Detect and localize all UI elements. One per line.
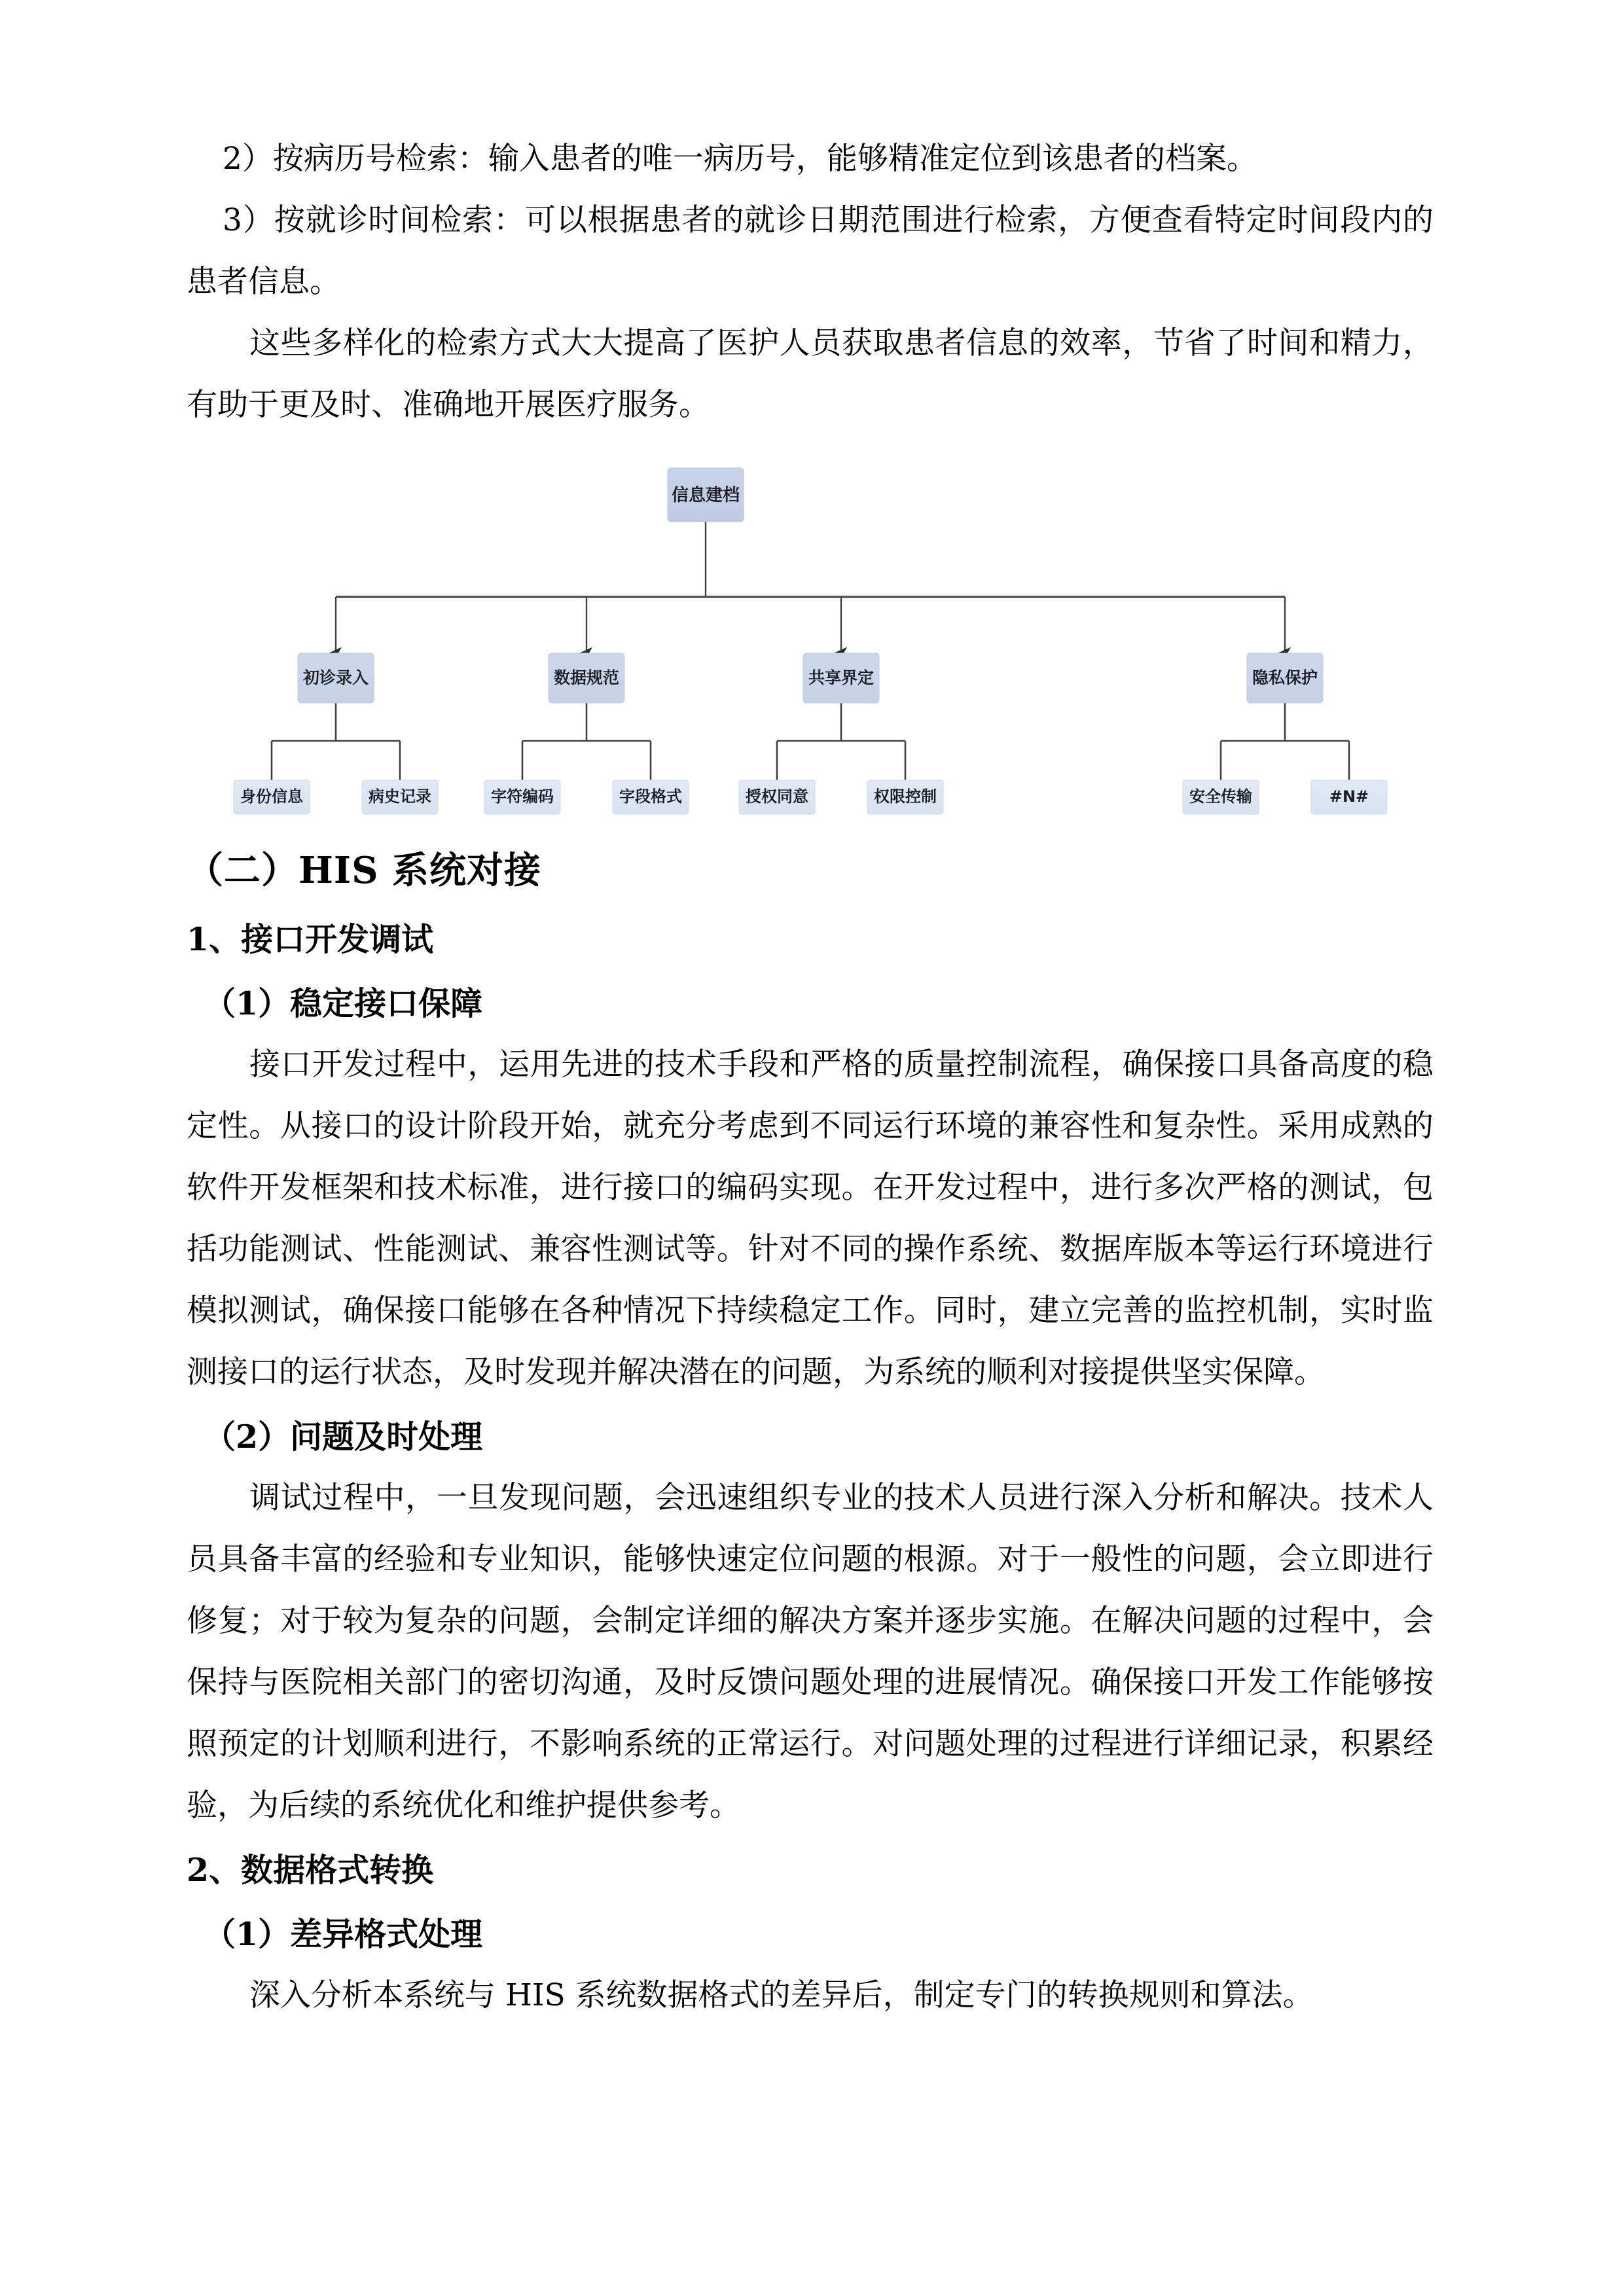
diagram-node-leaf (1311, 780, 1387, 814)
org-chart-svg (187, 458, 1434, 825)
list-item: 3）按就诊时间检索：可以根据患者的就诊日期范围进行检索，方便查看特定时间段内的患者信息。 (187, 202, 1434, 300)
subheading: （2）问题及时处理 (204, 1418, 483, 1456)
subsection-heading: 2、数据格式转换 (187, 1851, 434, 1889)
diagram-leaf-label: #N# (1329, 787, 1369, 806)
section-heading: （二）HIS 系统对接 (187, 849, 542, 892)
diagram-node-branch (1247, 653, 1323, 703)
page-content (187, 128, 1434, 2026)
diagram-branch-label: 初诊录入 (302, 668, 369, 687)
subheading: （1）差异格式处理 (204, 1915, 483, 1953)
diagram-node-leaf (613, 780, 689, 814)
diagram-node-branch (298, 653, 374, 703)
diagram-node-leaf (867, 780, 943, 814)
diagram-leaf-label: 授权同意 (746, 787, 808, 806)
diagram-node-leaf (484, 780, 560, 814)
diagram-node-leaf (1183, 780, 1259, 814)
diagram-leaf-label: 字段格式 (619, 787, 682, 806)
connector-group-root (336, 522, 1285, 653)
body-paragraph: 调试过程中，一旦发现问题，会迅速组织专业的技术人员进行深入分析和解决。技术人员具备丰富的经验和专业知识，能够快速定位问题的根源。对于一般性的问题，会立即进行修复；对于较为复杂的问题，会制定详细的解决方案并逐步实施。在解决问题的过程中，会保持与医院相关部门的密切沟通，及时反馈问题处理的进展情况。确保接口开发工作能够按照预定的计划顺利进行，不影响系统的正常运行。对问题处理的过程进行详细记录，积累经验，为后续的系统优化和维护提供参考。 (187, 1480, 1434, 1823)
body-paragraph: 深入分析本系统与 HIS 系统数据格式的差异后，制定专门的转换规则和算法。 (249, 1977, 1314, 2013)
diagram-leaf-label: 安全传输 (1189, 787, 1252, 806)
diagram-node-root (668, 468, 744, 522)
diagram-node-leaf (739, 780, 815, 814)
list-item: 2）按病历号检索：输入患者的唯一病历号，能够精准定位到该患者的档案。 (223, 141, 1257, 177)
diagram-branch-label: 隐私保护 (1252, 668, 1318, 687)
intro-paragraph: 这些多样化的检索方式大大提高了医护人员获取患者信息的效率，节省了时间和精力，有助于更及时、准确地开展医疗服务。 (187, 325, 1434, 423)
diagram-branch-label: 数据规范 (553, 668, 620, 687)
subsection-heading: 1、接口开发调试 (187, 920, 434, 958)
connector-group-leaves (272, 703, 1349, 780)
diagram-branch-label: 共享界定 (808, 668, 875, 687)
diagram-node-branch (803, 653, 879, 703)
diagram-root-label: 信息建档 (671, 486, 740, 505)
diagram-leaf-label: 病史记录 (369, 787, 431, 806)
subheading: （1）稳定接口保障 (204, 984, 483, 1022)
diagram-leaf-label: 权限控制 (874, 787, 937, 806)
information-archiving-org-chart (187, 458, 1434, 825)
diagram-node-branch (549, 653, 624, 703)
diagram-node-leaf (362, 780, 438, 814)
body-paragraph: 接口开发过程中，运用先进的技术手段和严格的质量控制流程，确保接口具备高度的稳定性。从接口的设计阶段开始，就充分考虑到不同运行环境的兼容性和复杂性。采用成熟的软件开发框架和技术标准，进行接口的编码实现。在开发过程中，进行多次严格的测试，包括功能测试、性能测试、兼容性测试等。针对不同的操作系统、数据库版本等运行环境进行模拟测试，确保接口能够在各种情况下持续稳定工作。同时，建立完善的监控机制，实时监测接口的运行状态，及时发现并解决潜在的问题，为系统的顺利对接提供坚实保障。 (187, 1047, 1434, 1390)
diagram-node-leaf (234, 780, 310, 814)
diagram-leaf-label: 字符编码 (491, 787, 554, 806)
diagram-leaf-label: 身份信息 (240, 787, 303, 806)
